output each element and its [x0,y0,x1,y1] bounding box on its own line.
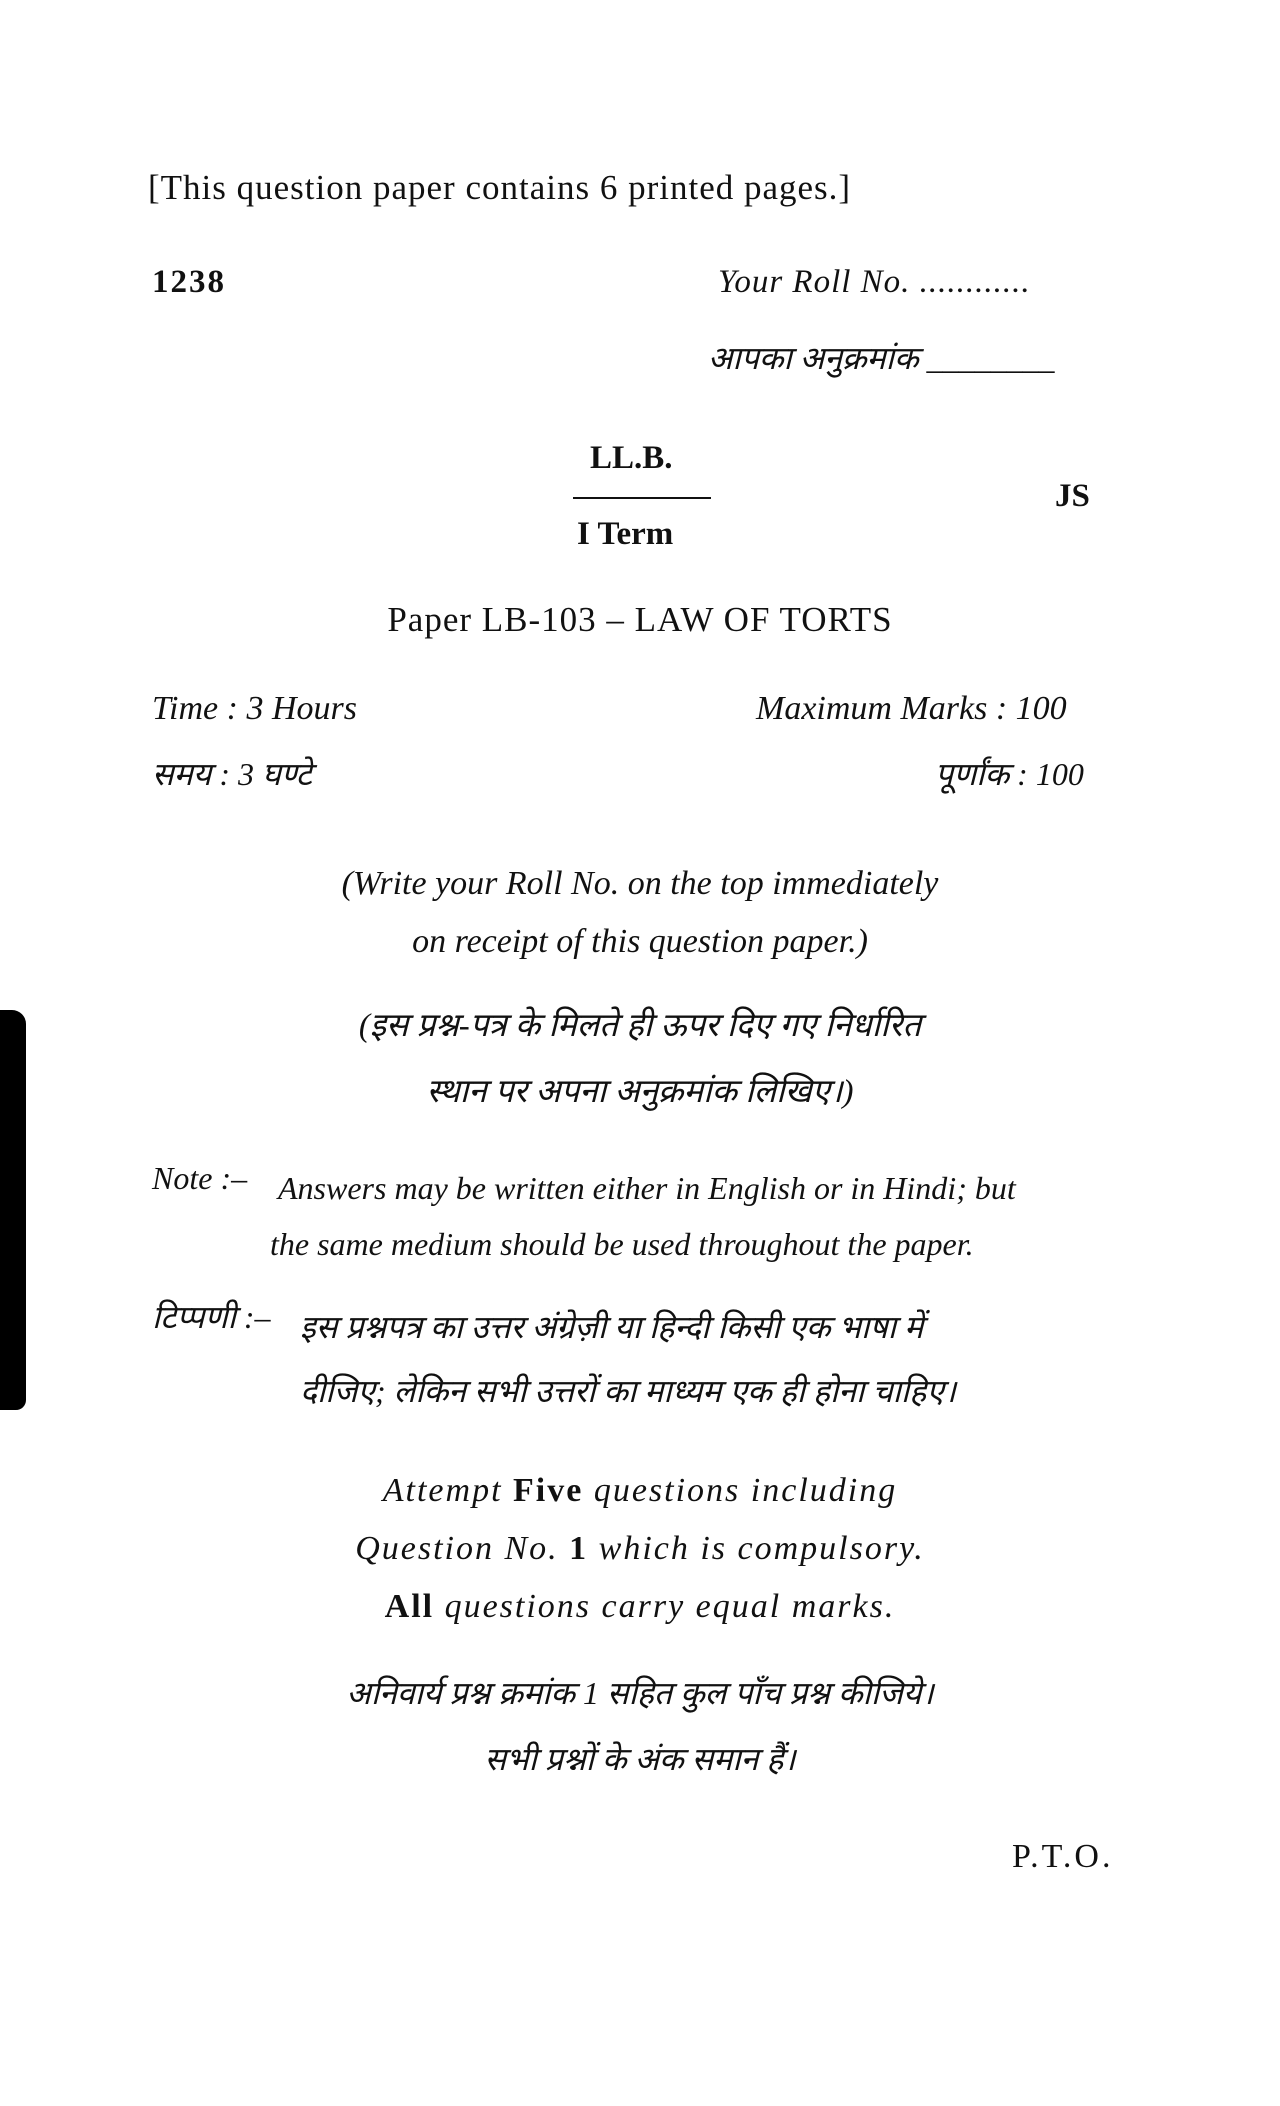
attempt-line2 [0,1520,1280,1578]
term-title: I Term [577,516,674,552]
roll-instruction-hi [0,993,1280,1125]
note-en-line1: Answers may be written either in English or in Hindi; but [278,1170,1016,1206]
attempt-line2-a: Question No. [355,1530,559,1567]
time-en: Time : 3 Hours [152,690,357,727]
pto-label: P.T.O. [1012,1838,1114,1875]
degree-divider [573,497,711,499]
note-hi-label: टिप्पणी :– [152,1299,271,1335]
attempt-instructions [0,1462,1280,1636]
roll-instruction-en [0,855,1280,971]
note-en-body [270,1160,1150,1272]
degree-title: LL.B. [590,440,673,476]
attempt-line3-a: All [384,1588,435,1625]
roll-instruction-en-line2: on receipt of this question paper.) [412,923,868,960]
attempt-line1-a: Attempt [382,1472,503,1509]
attempt-line1-c: questions including [593,1472,898,1509]
attempt-hi-line1: अनिवार्य प्रश्न क्रमांक 1 सहित कुल पाँच प्रश्न कीजिये। [346,1675,934,1711]
attempt-line2-c: which is compulsory. [598,1530,925,1567]
time-hi: समय : 3 घण्टे [152,756,312,792]
roll-no-field-en: Your Roll No. ............ [718,264,1031,300]
attempt-line3-b: questions carry equal marks. [444,1588,896,1625]
series-code: JS [1055,478,1090,514]
max-marks-en: Maximum Marks : 100 [756,690,1067,727]
roll-instruction-hi-line1: (इस प्रश्न-पत्र के मिलते ही ऊपर दिए गए निर्धारित [358,1008,922,1044]
paper-code: 1238 [152,264,226,300]
paper-title: Paper LB-103 – LAW OF TORTS [387,600,893,639]
attempt-instructions-hi [0,1660,1280,1792]
roll-instruction-en-line1: (Write your Roll No. on the top immediately [341,865,939,902]
attempt-line1-b: Five [513,1472,584,1509]
roll-no-field-hi: आपका अनुक्रमांक ________ [708,340,1055,376]
note-en-line2: the same medium should be used throughout the paper. [270,1226,974,1262]
note-en-label: Note :– [152,1160,248,1196]
attempt-line3 [0,1578,1280,1636]
note-hi-line1: इस प्रश्नपत्र का उत्तर अंग्रेज़ी या हिन्दी किसी एक भाषा में [300,1309,924,1345]
attempt-line1 [0,1462,1280,1520]
max-marks-hi: पूर्णांक : 100 [935,756,1084,792]
attempt-line2-b: 1 [569,1530,589,1567]
page-count-note: [This question paper contains 6 printed pages.] [148,168,852,207]
attempt-hi-line2: सभी प्रश्नों के अंक समान हैं। [484,1741,796,1777]
note-hi-body [300,1295,1160,1423]
roll-instruction-hi-line2: स्थान पर अपना अनुक्रमांक लिखिए।) [426,1074,854,1110]
note-hi-line2: दीजिए; लेकिन सभी उत्तरों का माध्यम एक ही होना चाहिए। [300,1373,957,1409]
